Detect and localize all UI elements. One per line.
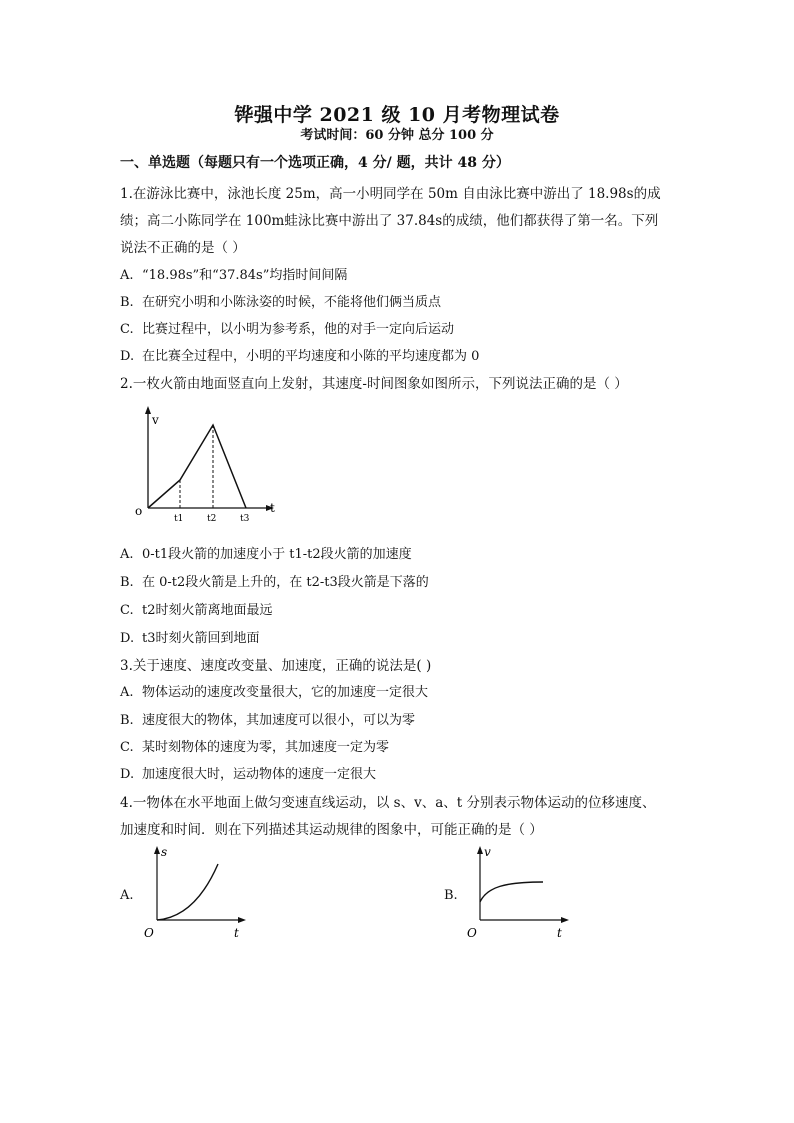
q4-graph-a-label[interactable]: A. — [120, 888, 134, 903]
q1-option-b[interactable] — [120, 291, 441, 310]
option-text: t2时刻火箭离地面最远 — [142, 603, 273, 618]
option-label: A. — [120, 268, 134, 283]
x-axis-arrow — [561, 917, 569, 923]
option-label: C. — [120, 740, 134, 755]
option-label: D. — [120, 767, 135, 782]
y-axis-arrow — [477, 846, 483, 854]
option-label: B. — [120, 713, 134, 728]
v-t-curve — [480, 882, 543, 902]
q1-stem-line1: 1.在游泳比赛中，泳池长度 25m，高一小明同学在 50m 自由泳比赛中游出了 18.98s的成 — [120, 186, 661, 202]
option-text: t3时刻火箭回到地面 — [142, 631, 260, 646]
option-label: D. — [120, 349, 135, 364]
section-heading: 一、单选题（每题只有一个选项正确，4 分/ 题，共计 48 分） — [120, 155, 510, 171]
option-text: 在比赛全过程中，小明的平均速度和小陈的平均速度都为 0 — [142, 349, 480, 364]
option-label: D. — [120, 631, 135, 646]
x-axis-label: t — [234, 926, 239, 940]
y-axis-arrow — [154, 846, 160, 854]
option-text: 某时刻物体的速度为零，其加速度一定为零 — [142, 740, 390, 755]
q2-option-d[interactable] — [120, 627, 260, 646]
option-text: “18.98s”和“37.84s”均指时间间隔 — [142, 268, 348, 283]
page-title: 铧强中学 2021 级 10 月考物理试卷 — [234, 104, 560, 126]
q4-stem-line2: 加速度和时间．则在下列描述其运动规律的图象中，可能正确的是（ ） — [120, 822, 543, 838]
s-t-curve — [157, 864, 218, 920]
q4-graph-b[interactable] — [463, 842, 583, 942]
option-label: A. — [120, 685, 134, 700]
q1-option-d[interactable] — [120, 345, 479, 364]
origin-label: o — [135, 504, 143, 518]
q4-stem-line1: 4.一物体在水平地面上做匀变速直线运动，以 s、v、a、t 分别表示物体运动的位移速度、 — [120, 795, 656, 811]
option-text: 在 0-t2段火箭是上升的，在 t2-t3段火箭是下落的 — [142, 575, 429, 590]
tick-t3: t3 — [240, 514, 250, 524]
exam-info: 考试时间：60 分钟 总分 100 分 — [300, 128, 494, 143]
q2-vt-graph — [130, 400, 290, 530]
q1-option-c[interactable] — [120, 318, 454, 337]
q2-stem: 2.一枚火箭由地面竖直向上发射，其速度-时间图象如图所示，下列说法正确的是（ ） — [120, 376, 628, 392]
option-text: 加速度很大时，运动物体的速度一定很大 — [142, 767, 377, 782]
option-text: 在研究小明和小陈泳姿的时候，不能将他们俩当质点 — [142, 295, 442, 310]
tick-t2: t2 — [207, 514, 217, 524]
x-axis-arrow — [238, 917, 246, 923]
option-text: 物体运动的速度改变量很大，它的加速度一定很大 — [142, 685, 429, 700]
tick-t1: t1 — [174, 514, 184, 524]
y-axis-label: v — [484, 845, 491, 859]
option-label: C. — [120, 603, 134, 618]
q1-option-a[interactable] — [120, 264, 347, 283]
q3-stem: 3.关于速度、速度改变量、加速度，正确的说法是( ) — [120, 658, 432, 674]
option-label: C. — [120, 322, 134, 337]
option-text: 速度很大的物体，其加速度可以很小，可以为零 — [142, 713, 416, 728]
y-axis-label: v — [152, 413, 159, 427]
option-text: 0-t1段火箭的加速度小于 t1-t2段火箭的加速度 — [142, 547, 412, 562]
origin-label: O — [144, 926, 154, 940]
velocity-curve — [148, 425, 246, 508]
y-axis-arrow — [145, 406, 151, 414]
q3-option-b[interactable] — [120, 709, 415, 728]
x-axis-label: t — [557, 926, 562, 940]
y-axis-label: s — [161, 845, 168, 859]
q3-option-a[interactable] — [120, 681, 428, 700]
q1-stem-line2: 绩；高二小陈同学在 100m蛙泳比赛中游出了 37.84s的成绩，他们都获得了第一名。下列 — [120, 213, 659, 229]
option-text: 比赛过程中，以小明为参考系，他的对手一定向后运动 — [142, 322, 455, 337]
q4-graph-b-label[interactable]: B. — [444, 888, 458, 903]
q3-option-d[interactable] — [120, 763, 376, 782]
q3-option-c[interactable] — [120, 736, 389, 755]
q2-option-c[interactable] — [120, 599, 273, 618]
option-label: A. — [120, 547, 134, 562]
option-label: B. — [120, 295, 134, 310]
q1-stem-line3: 说法不正确的是（ ） — [120, 240, 246, 256]
q4-graph-a[interactable] — [140, 842, 260, 942]
q2-option-b[interactable] — [120, 571, 429, 590]
x-axis-label: t — [270, 501, 275, 515]
option-label: B. — [120, 575, 134, 590]
q2-option-a[interactable] — [120, 543, 412, 562]
origin-label: O — [467, 926, 477, 940]
